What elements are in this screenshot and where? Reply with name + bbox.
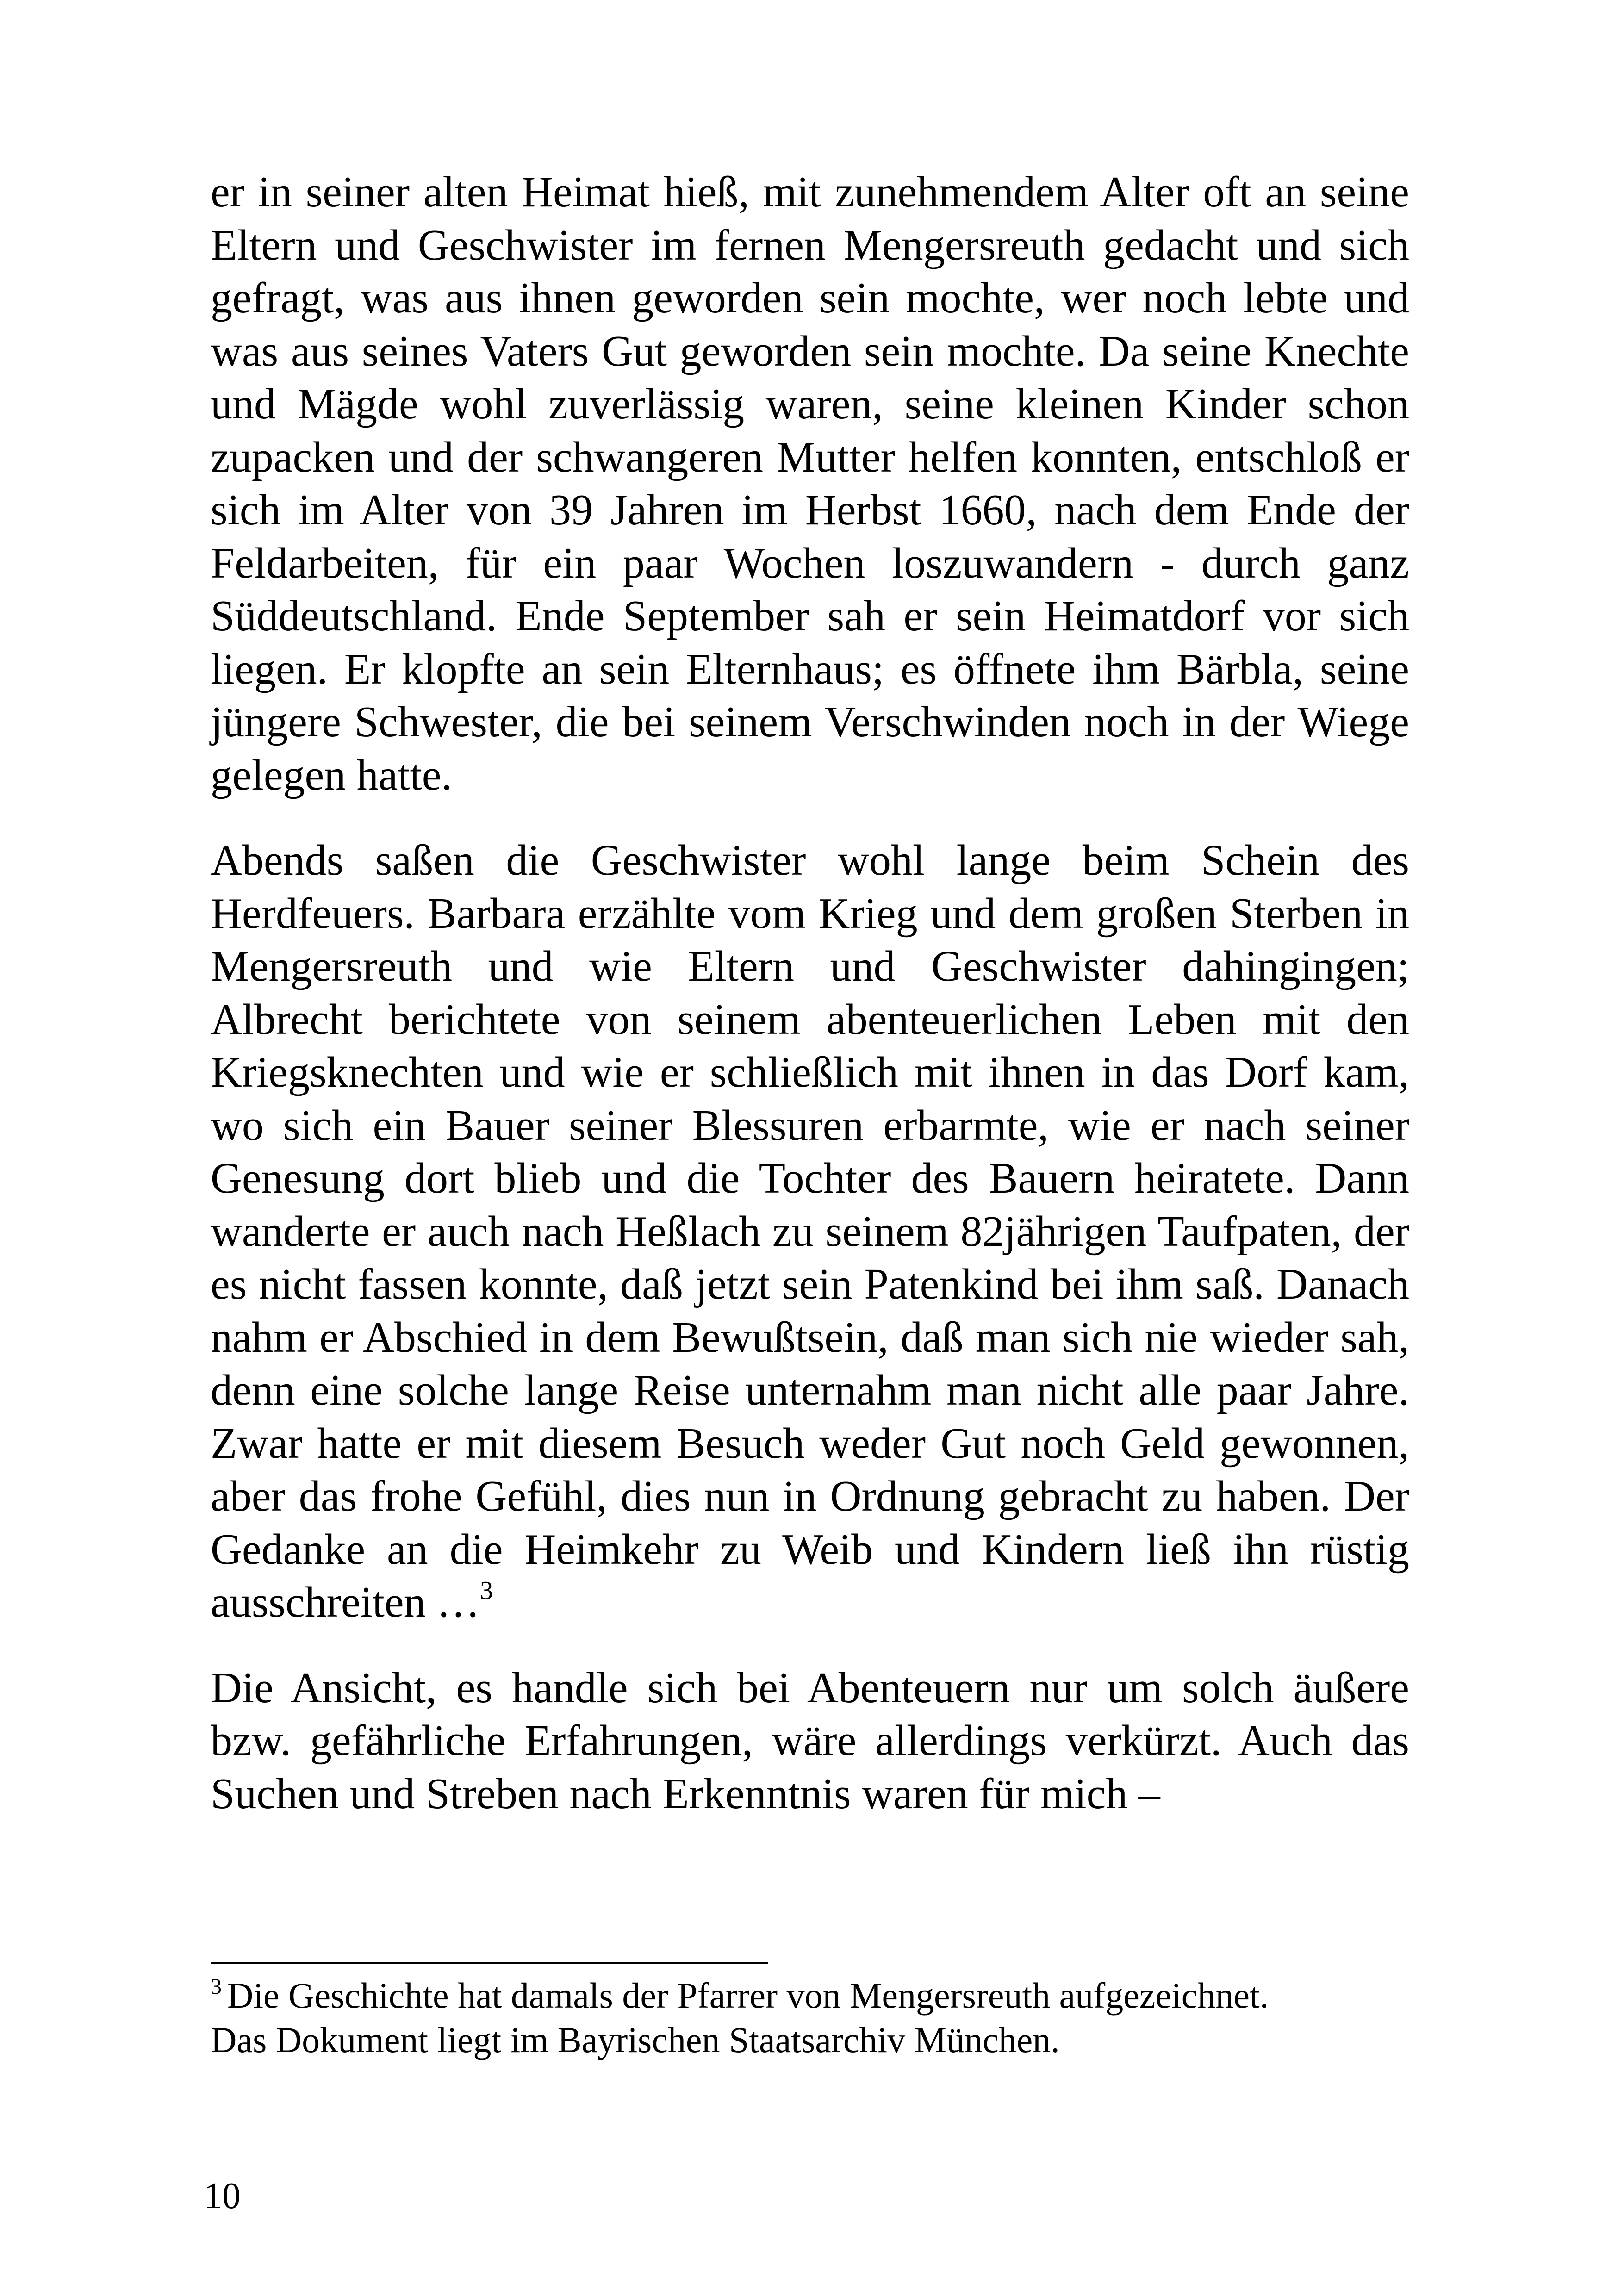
body-text <box>211 166 1409 1820</box>
paragraph-1 <box>211 166 1409 802</box>
footnote-text-line-1: Die Geschichte hat damals der Pfarrer von Mengersreuth aufgezeichnet. <box>227 1975 1269 2016</box>
paragraph-2-text: Abends saßen die Geschwister wohl lange beim Schein des Herdfeuers. Barbara erzählte vom Krieg und dem großen Sterben in Mengersreuth und wie Eltern und Geschwister dahingingen; Albrecht berichtete von seinem abenteuerlichen Leben mit den Kriegsknechten und wie er schließlich mit ihnen in das Dorf kam, wo sich ein Bauer seiner Blessuren erbarmte, wie er nach seiner Genesung dort blieb und die Tochter des Bauern heiratete. Dann wanderte er auch nach Heßlach zu seinem 82jährigen Taufpaten, der es nicht fassen konnte, daß jetzt sein Patenkind bei ihm saß. Danach nahm er Abschied in dem Bewußtsein, daß man sich nie wieder sah, denn eine solche lange Reise unternahm man nicht alle paar Jahre. Zwar hatte er mit diesem Besuch weder Gut noch Geld gewonnen, aber das frohe Gefühl, dies nun in Ordnung gebracht zu haben. Der Gedanke an die Heimkehr zu Weib und Kindern ließ ihn rüstig ausschreiten … <box>211 836 1409 1626</box>
paragraph-1-text: er in seiner alten Heimat hieß, mit zunehmendem Alter oft an seine Eltern und Geschwister im fernen Mengersreuth gedacht und sich gefragt, was aus ihnen geworden sein mochte, wer noch lebte und was aus seines Vaters Gut geworden sein mochte. Da seine Knechte und Mägde wohl zuverlässig waren, seine kleinen Kinder schon zupacken und der schwangeren Mutter helfen konnten, entschloß er sich im Alter von 39 Jahren im Herbst 1660, nach dem Ende der Feldarbeiten, für ein paar Wochen loszuwandern - durch ganz Süddeutschland. Ende September sah er sein Heimatdorf vor sich liegen. Er klopfte an sein Elternhaus; es öffnete ihm Bärbla, seine jüngere Schwester, die bei seinem Verschwinden noch in der Wiege gelegen hatte. <box>211 168 1409 799</box>
footnote-line-1 <box>211 1973 1409 2018</box>
paragraph-3 <box>211 1661 1409 1821</box>
paragraph-2 <box>211 834 1409 1629</box>
footnote <box>211 1973 1409 2062</box>
footnote-text-line-2: Das Dokument liegt im Bayrischen Staatsarchiv München. <box>211 2020 1060 2060</box>
footnote-number: 3 <box>211 1974 222 1999</box>
footnote-reference[interactable]: 3 <box>480 1576 493 1605</box>
paragraph-3-text: Die Ansicht, es handle sich bei Abenteuern nur um solch äußere bzw. gefährliche Erfahrungen, wäre allerdings verkürzt. Auch das Suchen und Streben nach Erkenntnis waren für mich – <box>211 1663 1409 1818</box>
page-number: 10 <box>204 2176 241 2216</box>
footnote-separator <box>211 1962 768 1964</box>
